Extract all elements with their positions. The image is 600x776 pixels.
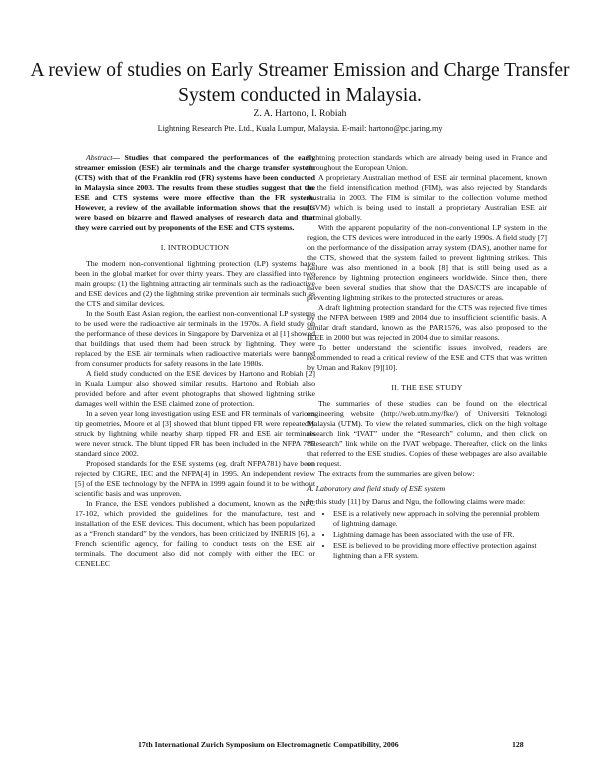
right-column (307, 153, 547, 562)
affiliation: Lightning Research Pte. Ltd., Kuala Lumpur, Malaysia. E-mail: hartono@pc.jaring.my (157, 124, 443, 133)
paragraph: Proposed standards for the ESE systems (eg. draft NFPA781) have been rejected by CIGRE, IEC and the NFPA[4] in 1995. An independent review [5] of the ESE technology by the NFPA in 1999 again found it to be without scientific basis and was unproven. (75, 459, 315, 498)
paragraph: A proprietary Australian method of ESE air terminal placement, known as the field intensification method (FIM), was also rejected by Standards Australia in 2003. The FIM is similar to the collection volume method (CVM) which is being used to install a proprietary Australian ESE air terminal globally. (307, 173, 547, 222)
abstract (75, 153, 315, 233)
abstract-text: — Studies that compared the performances of the early streamer emission (ESE) air terminals and the charge transfer system (CTS) with that of the Franklin rod (FR) systems have been conducted in Malaysia since 2003. The results from these studies suggest that the ESE and CTS systems were more effective than the FR system. However, a review of the available information shows that the results were based on bizarre and flawed analyses of research data and that they were carried out by proponents of the ESE and CTS systems. (75, 153, 315, 232)
paragraph: lightning protection standards which are already being used in France and throughout the European Union. (307, 153, 547, 172)
subsection-heading: A. Laboratory and field study of ESE system (307, 484, 446, 493)
paragraph: The modern non-conventional lightning protection (LP) systems have been in the global market for over thirty years. They are classified into two main groups: (1) the lightning attracting air terminals such as the radioactive and ESE devices and (2) the lightning strike prevention air terminals such as the CTS and similar devices. (75, 259, 315, 308)
paragraph: In this study [11] by Darus and Ngu, the following claims were made: (307, 497, 526, 506)
footer: 17th International Zurich Symposium on Electromagnetic Compatibility, 2006 (138, 740, 399, 749)
left-column (75, 153, 315, 569)
list-item: • ESE is believed to be providing more effective protection against lightning than a FR system. (333, 541, 547, 561)
paragraph: In France, the ESE vendors published a document, known as the NFC 17-102, which provided the guidelines for the manufacture, test and installation of the ESE devices. This document, which has been popularized as a “French standard” by the vendors, has been criticized by INERIS [6], a French scientific agency, for failing to conduct tests on the ESE air terminals. The document also did not comply with either the IEC or CENELEC (75, 499, 315, 568)
paragraph: In the South East Asian region, the earliest non-conventional LP systems to be used were the radioactive air terminals in the 1970s. A field study on the performance of these devices in Singapore by Darveniza et al [1] showed that buildings that used them had been struck by lightning. They were replaced by the ESE air terminals when radioactive materials were banned from consumer products for safety reasons in the late 1980s. (75, 309, 315, 368)
paper-title: A review of studies on Early Streamer Emission and Charge Transfer System conducted in Malaysia. (30, 60, 570, 106)
page-number: 128 (512, 740, 524, 749)
paragraph: A draft lightning protection standard for the CTS was rejected five times by the NFPA between 1989 and 2004 due to insufficient scientific basis. A similar draft standard, known as the PAR1576, was also proposed to the IEEE in 2000 but was rejected in 2004 due to similar reasons. (307, 303, 547, 342)
paragraph: The summaries of these studies can be found on the electrical engineering website (http://web.utm.my/fke/) of Universiti Teknologi Malaysia (UTM). To view the related summaries, click on the high voltage research link “IVAT” under the “Research” column, and then click on “Research” link while on the IVAT webpage. Thereafter, click on the links that referred to the ESE studies. Copies of these webpages are also available on request. (307, 399, 547, 468)
section-heading-ese-study: II. THE ESE STUDY (391, 383, 463, 392)
paragraph: A field study conducted on the ESE devices by Hartono and Robiah [2] in Kuala Lumpur also showed similar results. Hartono and Robiah also provided before and after event photographs that showed lightning strike damages well within the ESE claimed zone of protection. (75, 369, 315, 408)
authors: Z. A. Hartono, I. Robiah (253, 109, 347, 119)
claims-list (307, 509, 547, 561)
section-heading-introduction: I. INTRODUCTION (160, 243, 230, 252)
list-item: • ESE is a relatively new approach in solving the perennial problem of lightning damage. (333, 509, 547, 529)
paragraph: To better understand the scientific issues involved, readers are recommended to read a critical review of the ESE and CTS that was written by Uman and Rakov [9][10]. (307, 343, 547, 372)
paragraph: With the apparent popularity of the non-conventional LP system in the region, the CTS devices were introduced in the early 1990s. A field study [7] on the performance of the dissipation array system (DAS), another name for the CTS, showed that the system failed to prevent lightning strikes. This failure was also mentioned in a book [8] that is still being used as a reference by lightning protection engineers worldwide. Since then, there have been several studies that show that the DAS/CTS are incapable of preventing lightning strikes to the protected structures or areas. (307, 223, 547, 302)
abstract-label: Abstract (86, 153, 113, 162)
list-item: • Lightning damage has been associated with the use of FR. (333, 530, 547, 540)
paragraph: The extracts from the summaries are given below: (318, 469, 475, 478)
paragraph: In a seven year long investigation using ESE and FR terminals of various tip geometries, Moore et al [3] showed that blunt tipped FR were repeatedly struck by lightning while nearby sharp tipped FR and ESE air terminals were never struck. The blunt tipped FR has been included in the NFPA 780 standard since 2002. (75, 409, 315, 458)
